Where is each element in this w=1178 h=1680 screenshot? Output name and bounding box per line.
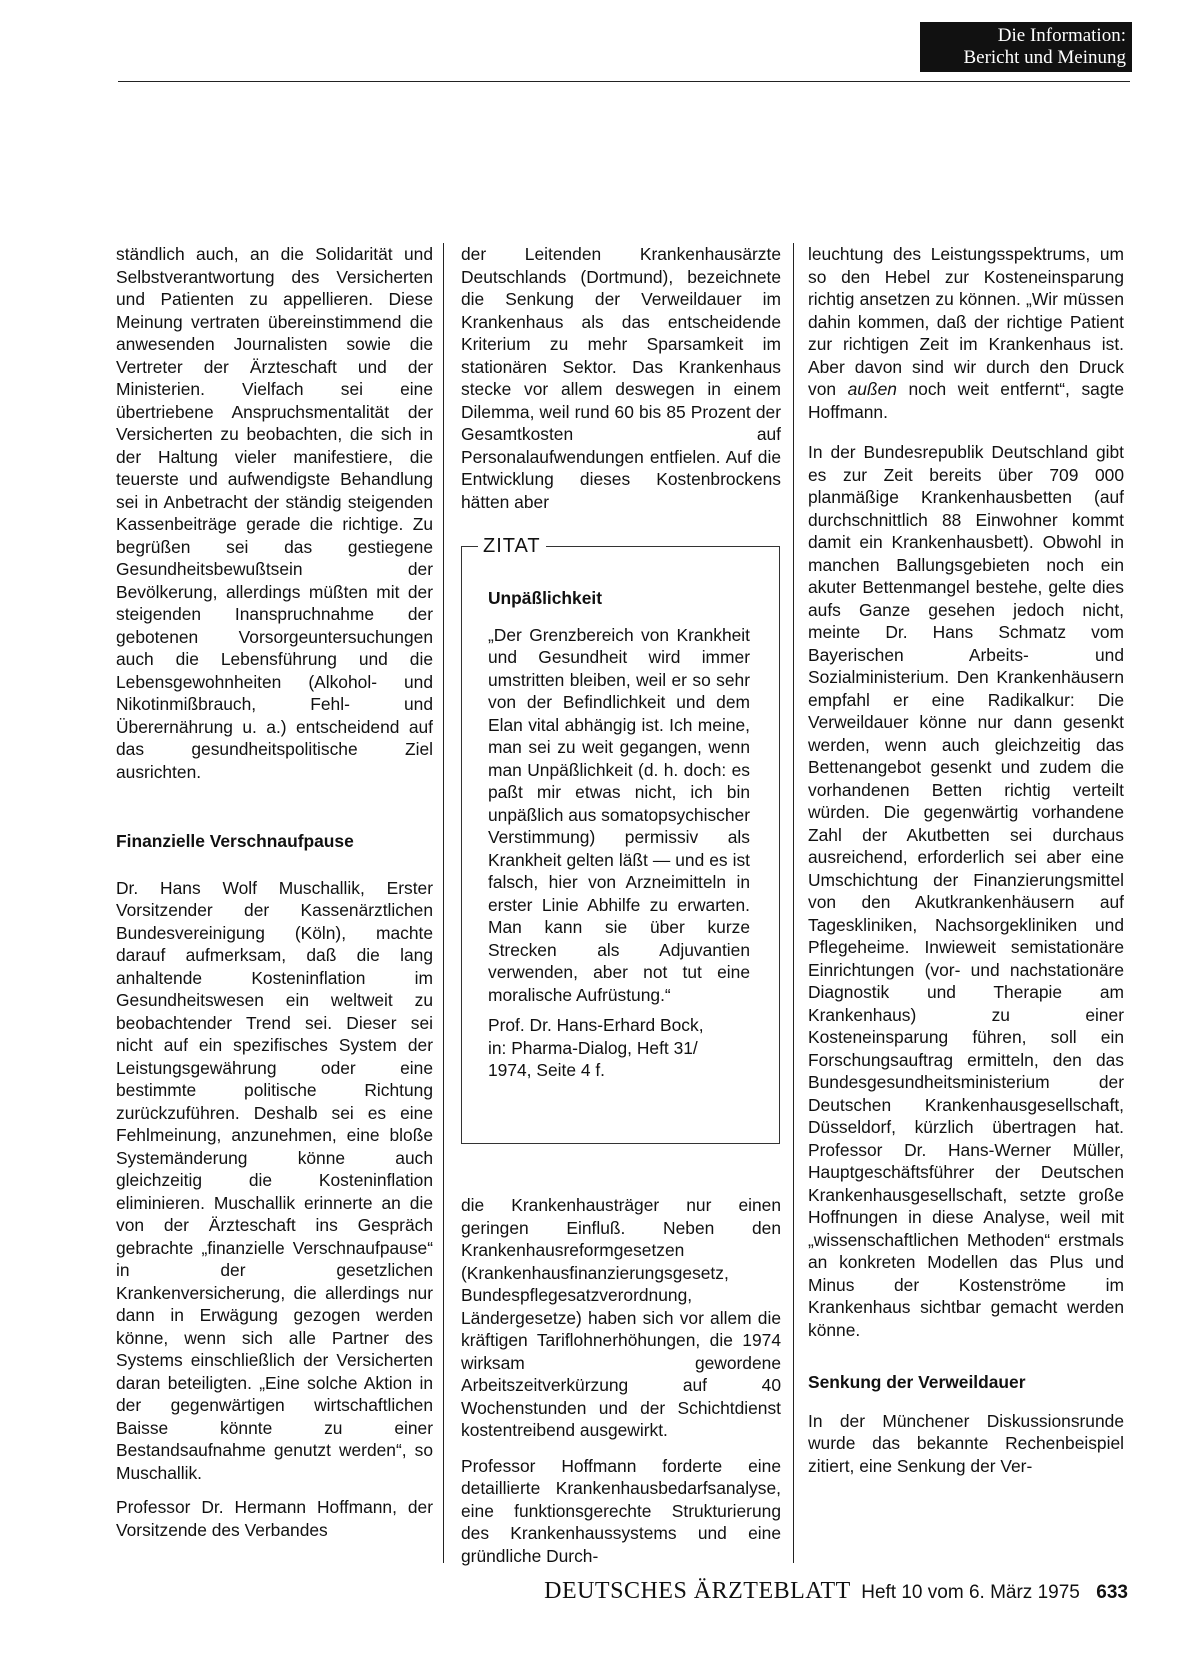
- quote-box: [461, 535, 780, 1144]
- section-label-line2: Bericht und Meinung: [963, 47, 1126, 68]
- column-2-bottom: [461, 1194, 781, 1567]
- column-2-top: [461, 243, 781, 513]
- header-rule: [118, 81, 1130, 82]
- col2-paragraph-3: Professor Hoffmann forderte eine detaillierte Krankenhausbedarfsanalyse, eine funktionsgerechte Strukturierung des Krankenhaussystems und eine gründliche Durch-: [461, 1455, 781, 1566]
- quote-source-line2: in: Pharma-Dialog, Heft 31/: [488, 1037, 698, 1058]
- subhead-verweildauer: Senkung der Verweildauer: [808, 1372, 1026, 1392]
- section-label-line1: Die Information:: [997, 25, 1126, 46]
- col3-p1-text-a: leuchtung des Leistungsspektrums, um so den Hebel zur Kosteneinsparung richtig ansetzen zu können. „Wir müssen dahin kommen, daß der richtige Patient zur richtigen Zeit im Krankenhaus ist. Aber davon sind wir durch den Druck von: [808, 244, 1124, 399]
- col3-paragraph-3: In der Münchener Diskussionsrunde wurde das bekannte Rechenbeispiel zitiert, eine Senkung der Ver-: [808, 1410, 1124, 1476]
- col3-p1-italic: außen: [847, 379, 897, 399]
- col2-paragraph-2: die Krankenhausträger nur einen geringen Einfluß. Neben den Krankenhausreformgesetzen (Krankenhausfinanzierungsgesetz, Bundespflegesatzverordnung, Ländergesetze) haben sich vor allem die kräftigen Tariflohnerhöhungen, die 1974 wirksam gewordene Arbeitszeitverkürzung auf 40 Wochenstunden und der Schichtdienst kostentreibend ausgewirkt.: [461, 1195, 781, 1440]
- page-footer: [516, 1578, 1128, 1608]
- column-divider-2: [793, 243, 794, 1563]
- quote-label: ZITAT: [478, 534, 546, 558]
- quote-text: „Der Grenzbereich von Krankheit und Gesundheit wird immer umstritten bleiben, weil er so sehr von der Befindlichkeit und dem Elan vital abhängig ist. Ich meine, man sei zu weit gegangen, wenn man Unpäßlichkeit (d. h. doch: es paßt mir etwas nicht, ich bin unpäßlich aus somatopsychischer Verstimmung) permissiv als Krankheit gelten läßt — und es ist falsch, hier von Arzneimitteln in erster Linie Abhilfe zu erwarten. Man kann sie über kurze Strecken als Adjuvantien verwenden, aber not tut eine moralische Aufrüstung.“: [488, 624, 750, 1005]
- col1-paragraph-3: Professor Dr. Hermann Hoffmann, der Vorsitzende des Verbandes: [116, 1497, 433, 1540]
- quote-content: [488, 587, 750, 1082]
- col3-paragraph-2: In der Bundesrepublik Deutschland gibt es zur Zeit bereits über 709 000 planmäßige Krankenhausbetten (auf durchschnittlich 88 Einwohner kommt damit ein Krankenhausbett). Obwohl in manchen Ballungsgebieten noch ein akuter Bettenmangel bestehe, gelte dies aufs Ganze gesehen jedoch nicht, meinte Dr. Hans Schmatz vom Bayerischen Arbeits- und Sozialministerium. Den Krankenhäusern empfahl er eine Radikalkur: Die Verweildauer könne nur dann gesenkt werden, wenn auch gleichzeitig das Bettenangebot gesenkt und zudem die vorhandenen Betten richtig verteilt würden. Die gegenwärtig vorhandene Zahl der Akutbetten sei durchaus ausreichend, erforderlich sei aber eine Umschichtung der Finanzierungsmittel von den Akutkrankenhäusern auf Tageskliniken, Nachsorgekliniken und Pflegeheime. Inwieweit semistationäre Einrichtungen (vor- und nachstationäre Diagnostik und Therapie am Krankenhaus) zu einer Kosteneinsparung führen, soll ein Forschungsauftrag ermitteln, den das Bundesgesundheitsministerium der Deutschen Krankenhausgesellschaft, Düsseldorf, kürzlich übertragen hat. Professor Dr. Hans-Werner Müller, Hauptgeschäftsführer der Deutschen Krankenhausgesellschaft, setzte große Hoffnungen in diese Analyse, weil mit „wissenschaftlichen Methoden“ erstmals an konkreten Modellen das Plus und Minus der Kostenströme im Krankenhaus sichtbar gemacht werden könne.: [808, 442, 1124, 1340]
- quote-source-line3: 1974, Seite 4 f.: [488, 1060, 605, 1080]
- col3-p1-text-b: noch weit entfernt“, sagte Hoffmann.: [808, 379, 1125, 422]
- quote-title: Unpäßlichkeit: [488, 588, 603, 608]
- quote-source-line1: Prof. Dr. Hans-Erhard Bock,: [488, 1015, 704, 1035]
- col3-paragraph-1: [808, 243, 1124, 423]
- quote-source: [488, 1014, 750, 1082]
- page-number: 633: [1096, 1582, 1128, 1603]
- col1-paragraph-1: ständlich auch, an die Solidarität und Selbstverantwortung des Versicherten und Patienten zu appellieren. Diese Meinung vertraten übereinstimmend die anwesenden Journalisten sowie die Vertreter der Ärzteschaft und der Ministerien. Vielfach sei eine übertriebene Anspruchsmentalität der Versicherten zu beobachten, die sich in der Haltung vieler manifestiere, die teuerste und aufwendigste Behandlung sei in Anbetracht der ständig steigenden Kassenbeiträge gerade die richtige. Zu begrüßen sei das gestiegene Gesundheitsbewußtsein der Bevölkerung, allerdings müßten mit der steigenden Inanspruchnahme der gebotenen Vorsorgeuntersuchungen auch die Lebensführung und die Lebensgewohnheiten (Alkohol- und Nikotinmißbrauch, Fehl- und Überernährung u. a.) entscheidend auf das gesundheitspolitische Ziel ausrichten.: [116, 244, 433, 782]
- issue-info: Heft 10 vom 6. März 1975: [861, 1582, 1080, 1603]
- column-divider-1: [443, 243, 444, 1563]
- col2-paragraph-1: der Leitenden Krankenhausärzte Deutschlands (Dortmund), bezeichnete die Senkung der Verweildauer im Krankenhaus als das entscheidende Kriterium zu mehr Sparsamkeit im stationären Sektor. Das Krankenhaus stecke vor allem deswegen in einem Dilemma, weil rund 60 bis 85 Prozent der Gesamtkosten auf Personalaufwendungen entfielen. Auf die Entwicklung dieses Kostenbrockens hätten aber: [461, 244, 781, 512]
- column-1: [116, 243, 433, 1541]
- journal-name: DEUTSCHES ÄRZTEBLATT: [544, 1578, 851, 1604]
- column-3: [808, 243, 1124, 1477]
- col1-paragraph-2: Dr. Hans Wolf Muschallik, Erster Vorsitzender der Kassenärztlichen Bundesvereinigung (Köln), machte darauf aufmerksam, daß die lang anhaltende Kosteninflation im Gesundheitswesen ein weltweit zu beobachtender Trend sei. Dieser sei nicht auf ein spezifisches System der Leistungsgewährung oder eine bestimmte politische Richtung zurückzuführen. Deshalb sei es eine Fehlmeinung, anzunehmen, eine bloße Systemänderung könne auch gleichzeitig die Kosteninflation eliminieren. Muschallik erinnerte an die von der Ärzteschaft ins Gespräch gebrachte „finanzielle Verschnaufpause“ in der gesetzlichen Krankenversicherung, die allerdings nur dann in Erwägung gezogen werden könne, wenn sich alle Partner des Systems einschließlich der Versicherten daran beteiligten. „Eine solche Aktion in der gegenwärtigen wirtschaftlichen Baisse könnte zu einer Bestandsaufnahme genutzt werden“, so Muschallik.: [116, 877, 433, 1483]
- subhead-verschnaufpause: Finanzielle Verschnaufpause: [116, 831, 354, 851]
- section-label: [920, 22, 1132, 72]
